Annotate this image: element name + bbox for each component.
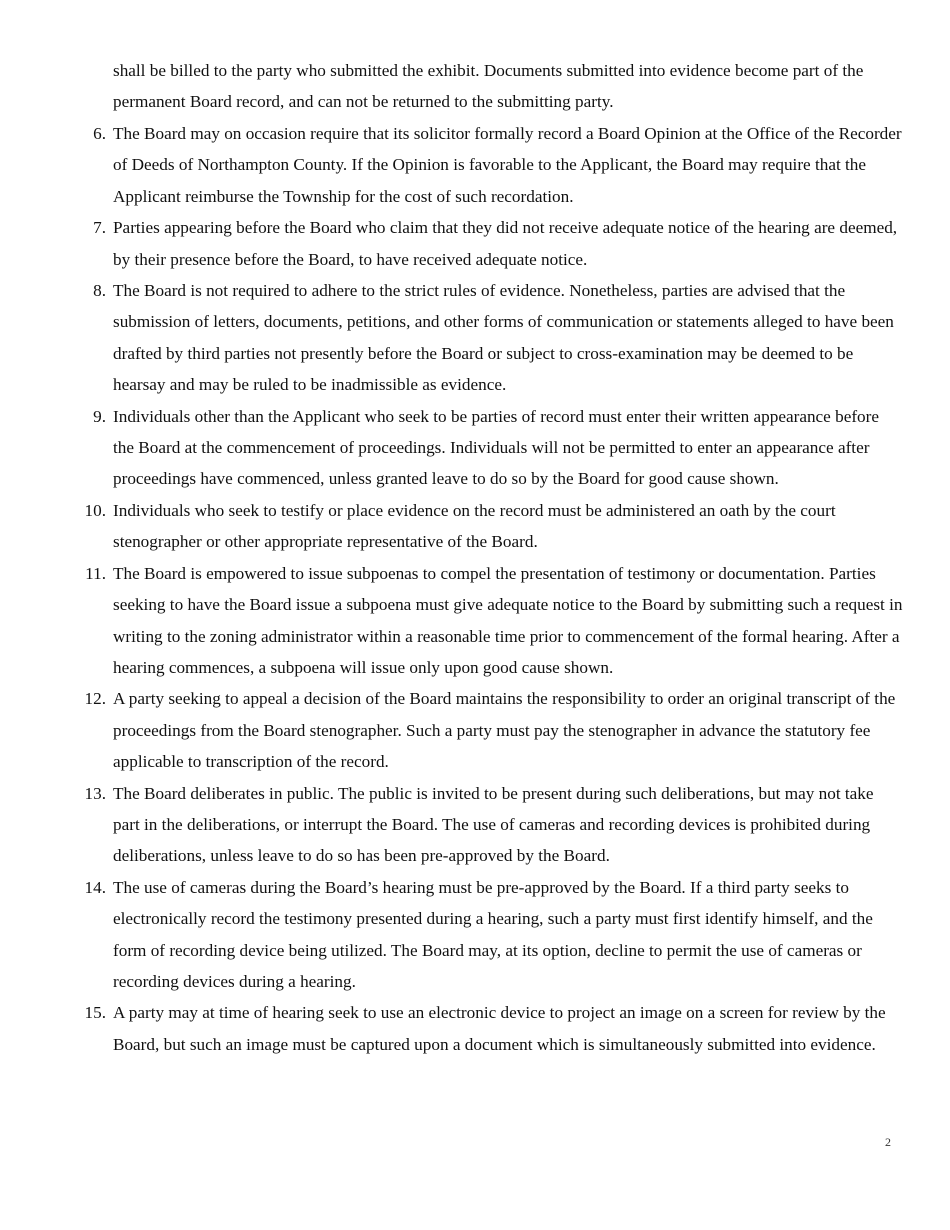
rule-item-8 bbox=[93, 275, 903, 401]
rule-text: A party may at time of hearing seek to use an electronic device to project an image on a screen for review by the Board, but such an image must be captured upon a document which is simultaneously submitted into evidence. bbox=[113, 1003, 886, 1054]
rule-text: Individuals other than the Applicant who seek to be parties of record must enter their written appearance before the Board at the commencement of proceedings. Individuals will not be permitted to enter an appearance after proceedings have commenced, unless granted leave to do so by the Board for good cause shown. bbox=[113, 406, 879, 489]
rule-number: 11. bbox=[85, 563, 106, 583]
rule-text: Parties appearing before the Board who claim that they did not receive adequate notice of the hearing are deemed, by their presence before the Board, to have received adequate notice. bbox=[113, 218, 898, 269]
rule-number: 14. bbox=[84, 877, 106, 897]
rule-item-12 bbox=[84, 683, 903, 777]
page-number: 2 bbox=[885, 1135, 891, 1149]
rule-item-9 bbox=[93, 401, 903, 495]
rules-list bbox=[84, 118, 903, 1060]
rule-number: 7. bbox=[93, 218, 106, 238]
rule-item-15 bbox=[84, 997, 903, 1060]
rule-item-10 bbox=[84, 495, 903, 558]
rule-number: 8. bbox=[93, 281, 106, 301]
rule-text: A party seeking to appeal a decision of the Board maintains the responsibility to order an original transcript of the proceedings from the Board stenographer. Such a party must pay the stenographer in advance the statutory fee applicable to transcription of the record. bbox=[113, 689, 896, 772]
rule-text: Individuals who seek to testify or place evidence on the record must be administered an oath by the court stenographer or other appropriate representative of the Board. bbox=[113, 500, 836, 552]
rule-number: 12. bbox=[84, 689, 106, 709]
rule-text: The Board is not required to adhere to the strict rules of evidence. Nonetheless, parties are advised that the submission of letters, documents, petitions, and other forms of communication or statements alleged to have been drafted by third parties not presently before the Board or subject to cross-examination may be deemed to be hearsay and may be ruled to be inadmissible as evidence. bbox=[113, 281, 894, 395]
rule-number: 10. bbox=[84, 500, 106, 520]
rule-number: 13. bbox=[84, 783, 106, 803]
rule-text: The Board deliberates in public. The public is invited to be present during such deliberations, but may not take part in the deliberations, or interrupt the Board. The use of cameras and recording devices is prohibited during deliberations, unless leave to do so has been pre-approved by the Board. bbox=[113, 783, 874, 866]
rule-item-13 bbox=[84, 778, 903, 872]
rule-number: 9. bbox=[93, 406, 106, 426]
rule-number: 6. bbox=[93, 124, 106, 143]
rule-text: The use of cameras during the Board’s hearing must be pre-approved by the Board. If a third party seeks to electronically record the testimony presented during a hearing, such a party must first identify himself, and the form of recording device being utilized. The Board may, at its option, decline to permit the use of cameras or recording devices during a hearing. bbox=[113, 877, 873, 991]
rule-text: The Board may on occasion require that its solicitor formally record a Board Opinion at the Office of the Recorder of Deeds of Northampton County. If the Opinion is favorable to the Applicant, the Board may require that the Applicant reimburse the Township for the cost of such recordation. bbox=[113, 124, 902, 206]
rule-number: 15. bbox=[84, 1003, 106, 1023]
rule-text: The Board is empowered to issue subpoenas to compel the presentation of testimony or documentation. Parties seeking to have the Board issue a subpoena must give adequate notice to the Board by submitting such a request in writing to the zoning administrator within a reasonable time prior to commencement of the formal hearing. After a hearing commences, a subpoena will issue only upon good cause shown. bbox=[113, 563, 903, 677]
rule-item-7 bbox=[93, 212, 903, 275]
rule-item-6 bbox=[93, 118, 903, 212]
continuation-paragraph: shall be billed to the party who submitted the exhibit. Documents submitted into evidence become part of the permanent Board record, and can not be returned to the submitting party. bbox=[113, 61, 864, 112]
rule-item-14 bbox=[84, 872, 903, 998]
rule-item-11 bbox=[85, 558, 903, 684]
